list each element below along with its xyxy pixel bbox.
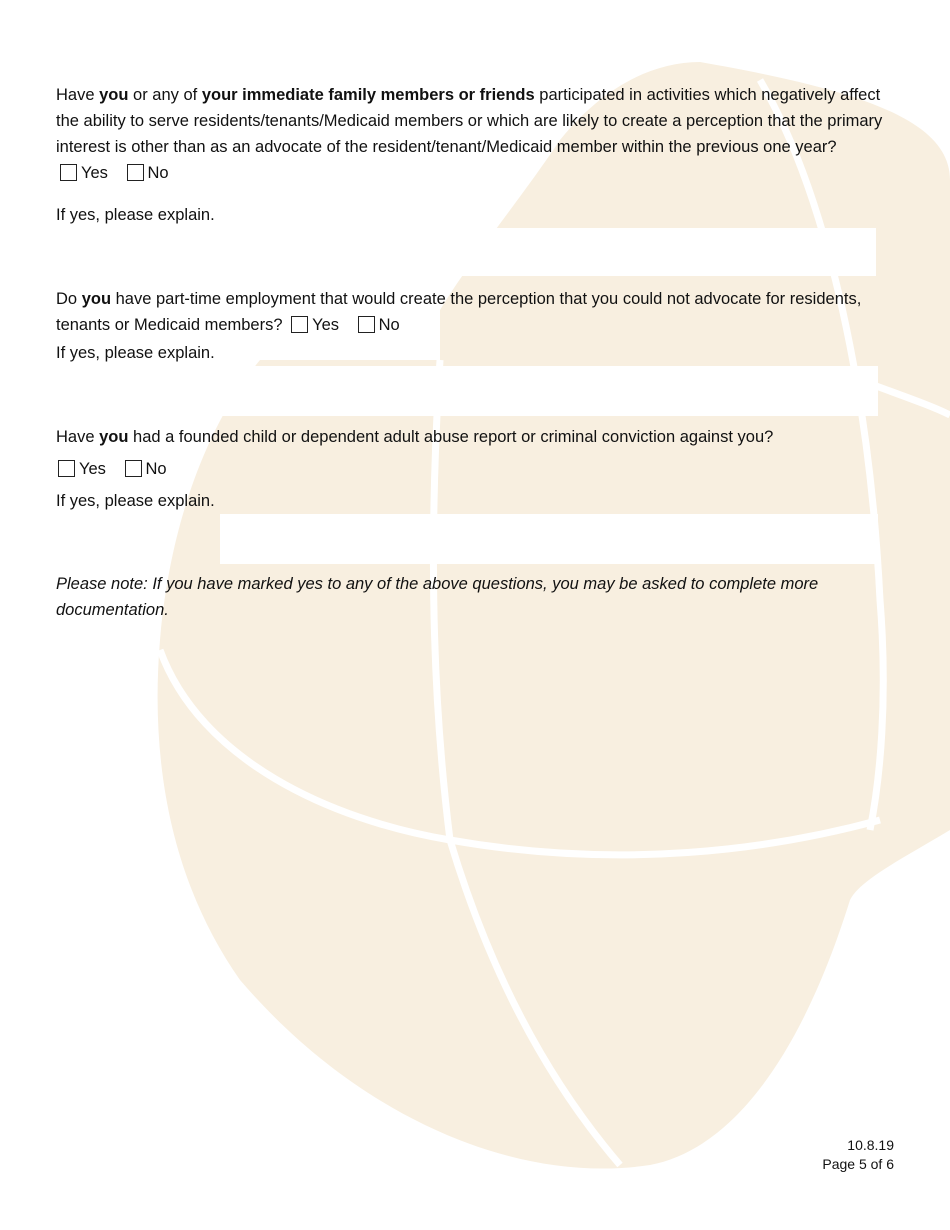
q3-explain-label: If yes, please explain. bbox=[56, 492, 215, 510]
q1-yes-checkbox[interactable] bbox=[60, 164, 77, 181]
q2-explain-label: If yes, please explain. bbox=[56, 344, 215, 362]
page-number: Page 5 of 6 bbox=[822, 1156, 894, 1172]
q2-yes-checkbox[interactable] bbox=[291, 316, 308, 333]
q3-no-checkbox[interactable] bbox=[125, 460, 142, 477]
q1-yes-label: Yes bbox=[81, 164, 108, 182]
question-2-text: have part-time employment that would create the perception that you could not advocate for residents, tenants or Medicaid members? bbox=[56, 290, 862, 334]
q3-yes-label: Yes bbox=[79, 460, 106, 478]
question-3-text: had a founded child or dependent adult abuse report or criminal conviction against you? bbox=[128, 428, 774, 446]
page-footer bbox=[822, 1136, 894, 1174]
question-1-text: Have bbox=[56, 86, 100, 104]
question-2 bbox=[56, 286, 896, 338]
question-3-options bbox=[54, 456, 894, 482]
q2-no-checkbox[interactable] bbox=[358, 316, 375, 333]
q1-no-label: No bbox=[147, 164, 169, 182]
question-1-emphasis-family: your immediate family members or friends bbox=[201, 86, 535, 104]
q2-yes-label: Yes bbox=[312, 316, 340, 334]
q2-no-label: No bbox=[378, 316, 400, 334]
q1-explain-label: If yes, please explain. bbox=[56, 206, 215, 224]
question-2-emphasis-you: you bbox=[81, 290, 112, 308]
question-1-text: participated in activities which negatively affect the ability to serve residents/tenants/Medicaid members or which are likely to create a perception that the primary interest is other than as an advocate of the resident/tenant/Medicaid member within the previous one year? bbox=[56, 86, 883, 156]
question-3 bbox=[56, 424, 896, 450]
q1-explain-field[interactable] bbox=[56, 228, 876, 276]
q1-no-checkbox[interactable] bbox=[127, 164, 144, 181]
question-3-text: Have bbox=[56, 428, 100, 446]
q2-explain-field[interactable] bbox=[56, 366, 878, 416]
q3-yes-checkbox[interactable] bbox=[58, 460, 75, 477]
documentation-note: Please note: If you have marked yes to any of the above questions, you may be asked to complete more documentation. bbox=[56, 575, 819, 619]
q3-explain-field[interactable] bbox=[220, 514, 878, 564]
q3-no-label: No bbox=[145, 460, 167, 478]
question-3-emphasis-you: you bbox=[99, 428, 129, 446]
question-2-text: Do bbox=[56, 290, 82, 308]
question-1-emphasis-you: you bbox=[99, 86, 129, 104]
revision-date: 10.8.19 bbox=[847, 1137, 894, 1153]
question-1-text: or any of bbox=[128, 86, 202, 104]
question-1 bbox=[56, 82, 896, 186]
